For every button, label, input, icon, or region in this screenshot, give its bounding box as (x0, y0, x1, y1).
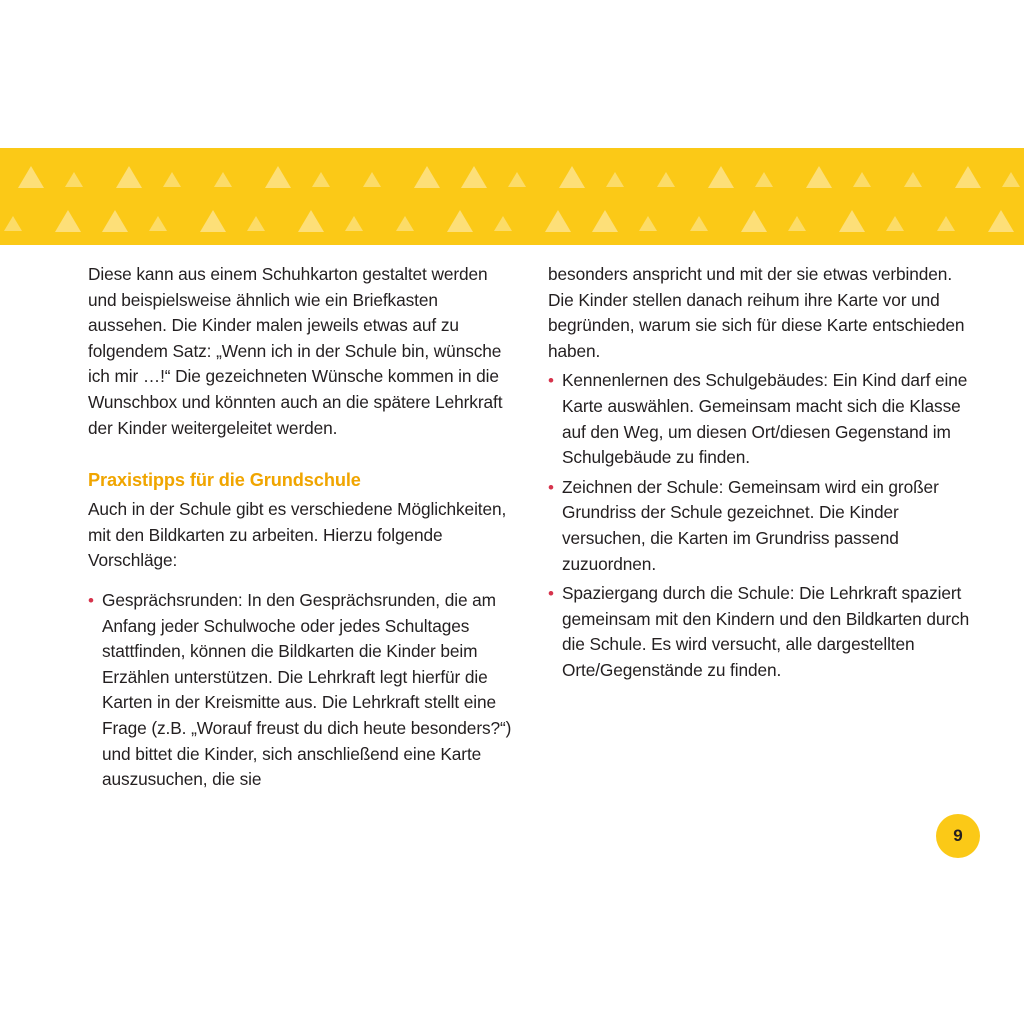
left-bullet-list (88, 588, 518, 793)
triangle-decoration (606, 172, 624, 187)
triangle-decoration (200, 210, 226, 232)
triangle-decoration (461, 166, 487, 188)
list-item-text: Gesprächsrunden: In den Gesprächsrunden, die am Anfang jeder Schulwoche oder jedes Schultages stattfinden, können die Bildkarten die Kinder beim Erzählen unterstützen. Die Lehrkraft legt hierfür die Karten in der Kreismitte aus. Die Lehrkraft stellt eine Frage (z.B. „Worauf freust du dich heute besonders?“) und bittet die Kinder, sich anschließend eine Karte auszusuchen, die sie (102, 589, 512, 790)
list-item (548, 368, 978, 470)
triangle-decoration (247, 216, 265, 231)
subheading-paragraph: Auch in der Schule gibt es verschiedene Möglichkeiten, mit den Bildkarten zu arbeiten. Hierzu folgende Vorschläge: (88, 499, 507, 571)
triangle-decoration (853, 172, 871, 187)
page-number-badge: 9 (936, 814, 980, 858)
triangle-decoration (298, 210, 324, 232)
intro-paragraph: Diese kann aus einem Schuhkarton gestaltet werden und beispielsweise ähnlich wie ein Briefkasten aussehen. Die Kinder malen jeweils etwas auf zu folgendem Satz: „Wenn ich in der Schule bin, wünsche ich mir …!“ Die gezeichneten Wünsche kommen in die Wunschbox und könnten auch an die spätere Lehrkraft der Kinder weitergeleitet werden. (88, 264, 503, 438)
continued-paragraph: besonders anspricht und mit der sie etwas verbinden. Die Kinder stellen danach reihum ihre Karte vor und begründen, warum sie sich für diese Karte entschieden haben. (548, 264, 965, 361)
triangle-decoration (1002, 172, 1020, 187)
list-item-text: Zeichnen der Schule: Gemeinsam wird ein großer Grundriss der Schule gezeichnet. Die Kinder versuchen, die Karten im Grundriss passend zuzuordnen. (562, 476, 939, 574)
right-bullet-list (548, 368, 978, 683)
triangle-decoration (4, 216, 22, 231)
triangle-decoration (559, 166, 585, 188)
triangle-decoration (937, 216, 955, 231)
triangle-decoration (639, 216, 657, 231)
triangle-decoration (904, 172, 922, 187)
triangle-decoration (414, 166, 440, 188)
triangle-decoration (396, 216, 414, 231)
triangle-decoration (545, 210, 571, 232)
triangle-decoration (116, 166, 142, 188)
list-item (548, 581, 978, 683)
triangle-decoration (447, 210, 473, 232)
triangle-decoration (163, 172, 181, 187)
list-item-text: Kennenlernen des Schulgebäudes: Ein Kind darf eine Karte auswählen. Gemeinsam macht sich die Klasse auf den Weg, um diesen Ort/diesen Gegenstand im Schulgebäude zu finden. (562, 370, 968, 468)
triangle-decoration (55, 210, 81, 232)
list-item (88, 588, 518, 793)
triangle-decoration (18, 166, 44, 188)
triangle-decoration (65, 172, 83, 187)
triangle-decoration (214, 172, 232, 187)
section-subheading: Praxistipps für die Grundschule (88, 470, 361, 491)
triangle-decoration (806, 166, 832, 188)
triangle-decoration (657, 172, 675, 187)
text-columns (0, 262, 1024, 822)
triangle-decoration (886, 216, 904, 231)
list-item (548, 475, 978, 577)
triangle-decoration (741, 210, 767, 232)
triangle-decoration (708, 166, 734, 188)
decorative-triangle-band (0, 148, 1024, 245)
triangle-decoration (265, 166, 291, 188)
left-column (88, 262, 518, 797)
right-column (548, 262, 978, 688)
triangle-decoration (312, 172, 330, 187)
triangle-decoration (508, 172, 526, 187)
triangle-decoration (363, 172, 381, 187)
triangle-decoration (494, 216, 512, 231)
triangle-decoration (839, 210, 865, 232)
triangle-decoration (788, 216, 806, 231)
triangle-decoration (149, 216, 167, 231)
triangle-decoration (955, 166, 981, 188)
triangle-decoration (102, 210, 128, 232)
list-item-text: Spaziergang durch die Schule: Die Lehrkraft spaziert gemeinsam mit den Kindern und den Bildkarten durch die Schule. Es wird versucht, alle dargestellten Orte/Gegenstände zu finden. (562, 583, 970, 680)
triangle-decoration (755, 172, 773, 187)
triangle-decoration (988, 210, 1014, 232)
triangle-decoration (345, 216, 363, 231)
triangle-decoration (690, 216, 708, 231)
triangle-decoration (592, 210, 618, 232)
